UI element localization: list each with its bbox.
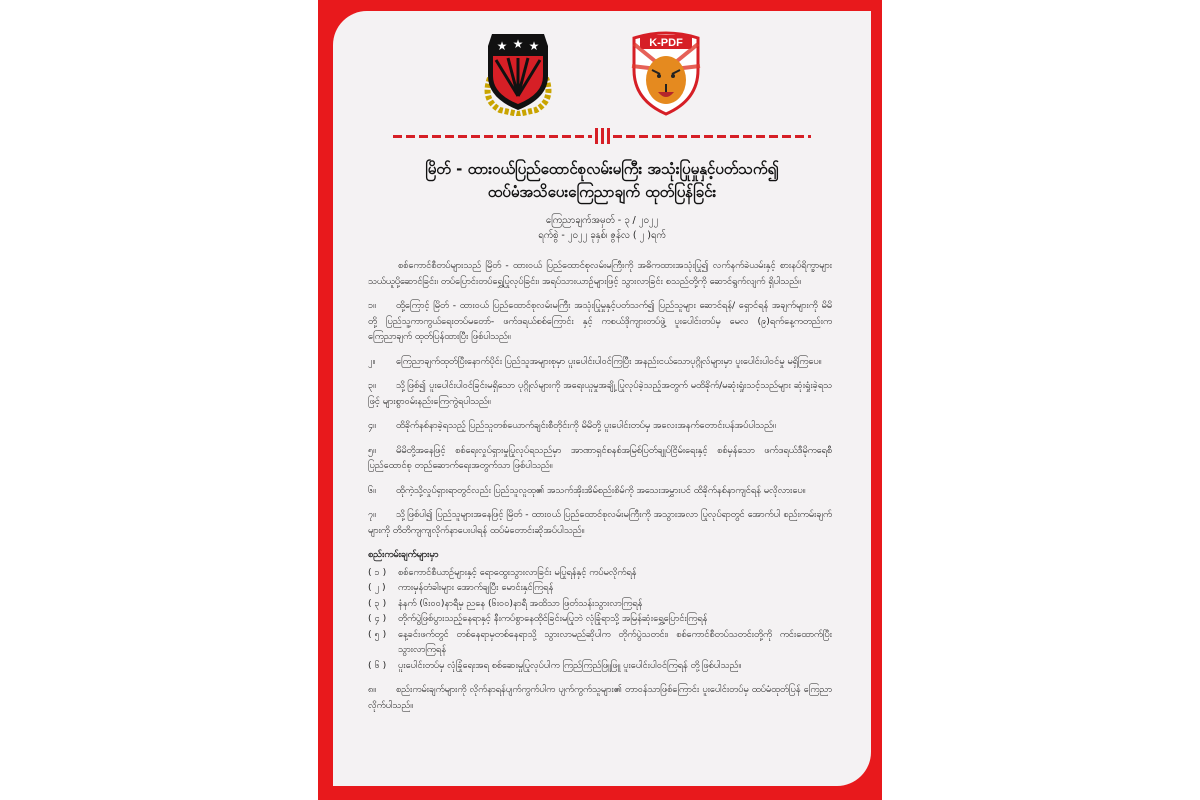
paragraph-number: ၂။: [368, 355, 376, 367]
rule-text: နေ့ခင်းဖက်တွင် တစ်နေရာမှတစ်နေရာသို့ သွားလာမည်ဆိုပါက တိုက်ပွဲသတင်း၊ စစ်ကောင်စီတပ်သတင်းတို့ကို ကင်းထောက်ပြီး သွားလာကြရန်: [398, 628, 832, 655]
rule-text: ကားမှန်တံခါးများ အောက်ချပြီး မောင်းနှင်ကြရန်: [398, 582, 554, 593]
rule-text: နံနက် (၆း၀၀)နာရီမှ ညနေ (၆း၀၀)နာရီ အထိသာ ဖြတ်သန်းသွားလာကြရန်: [398, 597, 643, 609]
rule-number: ( ၂ ): [368, 582, 386, 593]
paragraph-number: ၅။: [368, 444, 376, 456]
rule-number: ( ၃ ): [368, 597, 387, 609]
rule-text: ပူးပေါင်းတပ်မှ လုံခြုံရေးအရ စစ်ဆေးမှုပြုလုပ်ပါက ကြည်ကြည်ဖြူဖြူ ပူးပေါင်းပါဝင်ကြရန် တို့ဖြစ်ပါသည်။: [398, 659, 742, 671]
closing-paragraph: [368, 682, 832, 713]
paragraph-text: သို့ဖြစ်၍ ပူးပေါင်းပါဝင်ခြင်းမရှိသော ပုဂ္ဂိုလ်များကို အရေးယူမှုအချို့ ပြုလုပ်ခဲ့သည့်အတွက် မထိခိုက်/မဆုံးရှုံးသင့်သည်များ ဆုံးရှုံးခဲ့ရသဖြင့် များစွာဝမ်းနည်းကြေကွဲရပါသည်။: [368, 380, 832, 407]
rule-number: ( ၆ ): [368, 659, 387, 671]
rule-item: [368, 596, 832, 612]
rule-number: ( ၄ ): [368, 613, 387, 624]
three-star-emblem-icon: [478, 30, 558, 116]
svg-text:★: ★: [512, 37, 524, 51]
paragraph-text: မိမိတို့အနေဖြင့် စစ်ရေးလှုပ်ရှားမှုပြုလုပ်ရသည်မှာ အာဏာရှင်စနစ်အမြစ်ပြတ်ချုပ်ငြိမ်းရေးနှင့် စစ်မှန်သော ဖက်ဒရယ်ဒီမိုကရေစီ ပြည်ထောင်စု တည်ဆောက်ရေးအတွက်သာ ဖြစ်ပါသည်။: [368, 444, 832, 471]
rule-number: ( ၅ ): [368, 628, 387, 640]
paragraph-text: ထို့ကြောင့် မြိတ် - ထားဝယ် ပြည်ထောင်စုလမ်းမကြီး အသုံးပြုမှုနှင့်ပတ်သက်၍ ပြည်သူများ ဆောင်ရန်/ ရှောင်ရန် အချက်များကို မိမိတို့ ပြည်သူ့ကာကွယ်ရေးတပ်မတော်- ဖက်ဒရယ်စစ်ကြောင်း နှင့် ကစယ်ဒိုကျားတပ်ဖွဲ့ ပူးပေါင်းတပ်မှ မေလ (၉)ရက်နေ့ကတည်းကကြေညာချက် ထုတ်ပြန်ထားပြီး ဖြစ်ပါသည်။: [368, 300, 832, 342]
paragraph-text: စည်းကမ်းချက်များကို လိုက်နာရန်ပျက်ကွက်ပါက ပျက်ကွက်သူများ၏ တာဝန်သာဖြစ်ကြောင်း ပူးပေါင်းတပ်မှ ထပ်မံထုတ်ပြန် ကြေညာလိုက်ပါသည်။: [368, 684, 832, 711]
rule-text: စစ်ကောင်စီယာဉ်များနှင့် ရောထွေးသွားလာခြင်း မပြုရန်နှင့် ကပ်မလိုက်ရန်: [398, 566, 637, 578]
numbered-paragraph: [368, 298, 832, 345]
rule-item: [368, 658, 832, 674]
statement-number: ကြေညာချက်အမှတ် - ၃ / ၂၀၂၂: [545, 215, 659, 226]
rule-item: [368, 611, 832, 627]
paragraph-number: ၃။: [368, 380, 376, 391]
paragraph-number: ၄။: [368, 420, 376, 431]
paragraph-number: ၈။: [368, 684, 377, 695]
numbered-paragraph: [368, 354, 832, 370]
numbered-paragraph: [368, 483, 832, 499]
statement-date: ရက်စွဲ - ၂၀၂၂ ခုနှစ်၊ ဇွန်လ ( ၂ )ရက်: [538, 230, 666, 241]
numbered-paragraph: [368, 418, 832, 434]
document-body: [368, 258, 832, 722]
statement-meta: [340, 213, 864, 243]
title-line-2: ထပ်မံအသိပေးကြေညာချက် ထုတ်ပြန်ခြင်း: [487, 183, 717, 201]
paragraph-number: ၆။: [368, 484, 376, 496]
paragraph-text: ထိခိုက်နစ်နာခဲ့ရသည့် ပြည်သူတစ်ယောက်ချင်းစီတိုင်းကို မိမိတို့ ပူးပေါင်းတပ်မှ အလေးအနက်တောင်းပန်အပ်ပါသည်။: [396, 420, 776, 431]
paragraph-text: ထိုကဲ့သို့လှုပ်ရှားရာတွင်လည်း ပြည်သူလူထု၏ အသက်အိုးအိမ်စည်းစိမ်ကို အသေးအမွှားပင် ထိခိုက်နစ်နာကျင်ရန် မလိုလားပေ။: [396, 484, 806, 496]
svg-text:K-PDF: K-PDF: [649, 37, 683, 49]
title-line-1: မြိတ် - ထားဝယ်ပြည်ထောင်စုလမ်းမကြီး အသုံးပြုမှုနှင့်ပတ်သက်၍: [425, 160, 779, 178]
rule-text: တိုက်ပွဲဖြစ်ပွားသည့်နေရာနှင့် နီးကပ်စွာနေထိုင်ခြင်းမပြုဘဲ လုံခြုံရာသို့ အမြန်ဆုံးရွှေ့ပြောင်းကြရန်: [398, 613, 708, 624]
rule-item: [368, 580, 832, 596]
rules-section: [368, 547, 832, 673]
rule-item: [368, 627, 832, 658]
rule-number: ( ၁ ): [368, 566, 387, 578]
intro-paragraph: စစ်ကောင်စီတပ်များသည် မြိတ် - ထားဝယ် ပြည်ထောင်စုလမ်းမကြီးကို အဓိကထားအသုံးပြု၍ လက်နက်ခဲယမ်းနှင့် စားနပ်ရိက္ခာများ သယ်ယူပို့ဆောင်ခြင်း၊ တပ်ပြောင်းတပ်ရွှေ့ပြုလုပ်ခြင်း၊ အရပ်သားယာဉ်များဖြင့် သွားလာခြင်း စသည်တို့ကို ဆောင်ရွက်လျက် ရှိပါသည်။: [368, 260, 832, 287]
numbered-paragraph: [368, 443, 832, 474]
paragraph-text: သို့ဖြစ်ပါ၍ ပြည်သူများအနေဖြင့် မြိတ် - ထားဝယ် ပြည်ထောင်စုလမ်းမကြီးကို အသွားအလာ ပြုလုပ်ရာတွင် အောက်ပါ စည်းကမ်းချက်များကို တိတိကျကျလိုက်နာပေးပါရန် ထပ်မံတောင်းဆိုအပ်ပါသည်။: [368, 509, 832, 536]
svg-text:★: ★: [496, 39, 508, 53]
paragraph-number: ၁။: [368, 300, 376, 311]
numbered-paragraph: [368, 507, 832, 538]
rules-heading: စည်းကမ်းချက်များမှာ: [368, 549, 439, 560]
section-divider: [393, 128, 811, 144]
rule-item: [368, 565, 832, 581]
tiger-emblem-icon: [628, 30, 704, 116]
svg-text:★: ★: [528, 39, 540, 53]
paragraph-number: ၇။: [368, 509, 376, 520]
numbered-paragraph: [368, 378, 832, 409]
paragraph-text: ကြေညာချက်ထုတ်ပြီးနောက်ပိုင်း ပြည်သူအများစုမှာ ပူးပေါင်းပါဝင်ကြပြီး အနည်းငယ်သောပုဂ္ဂိုလ်များမှာ ပူးပေါင်းပါဝင်မှု မရှိကြပေ။: [396, 355, 822, 367]
document-title: [340, 158, 864, 204]
